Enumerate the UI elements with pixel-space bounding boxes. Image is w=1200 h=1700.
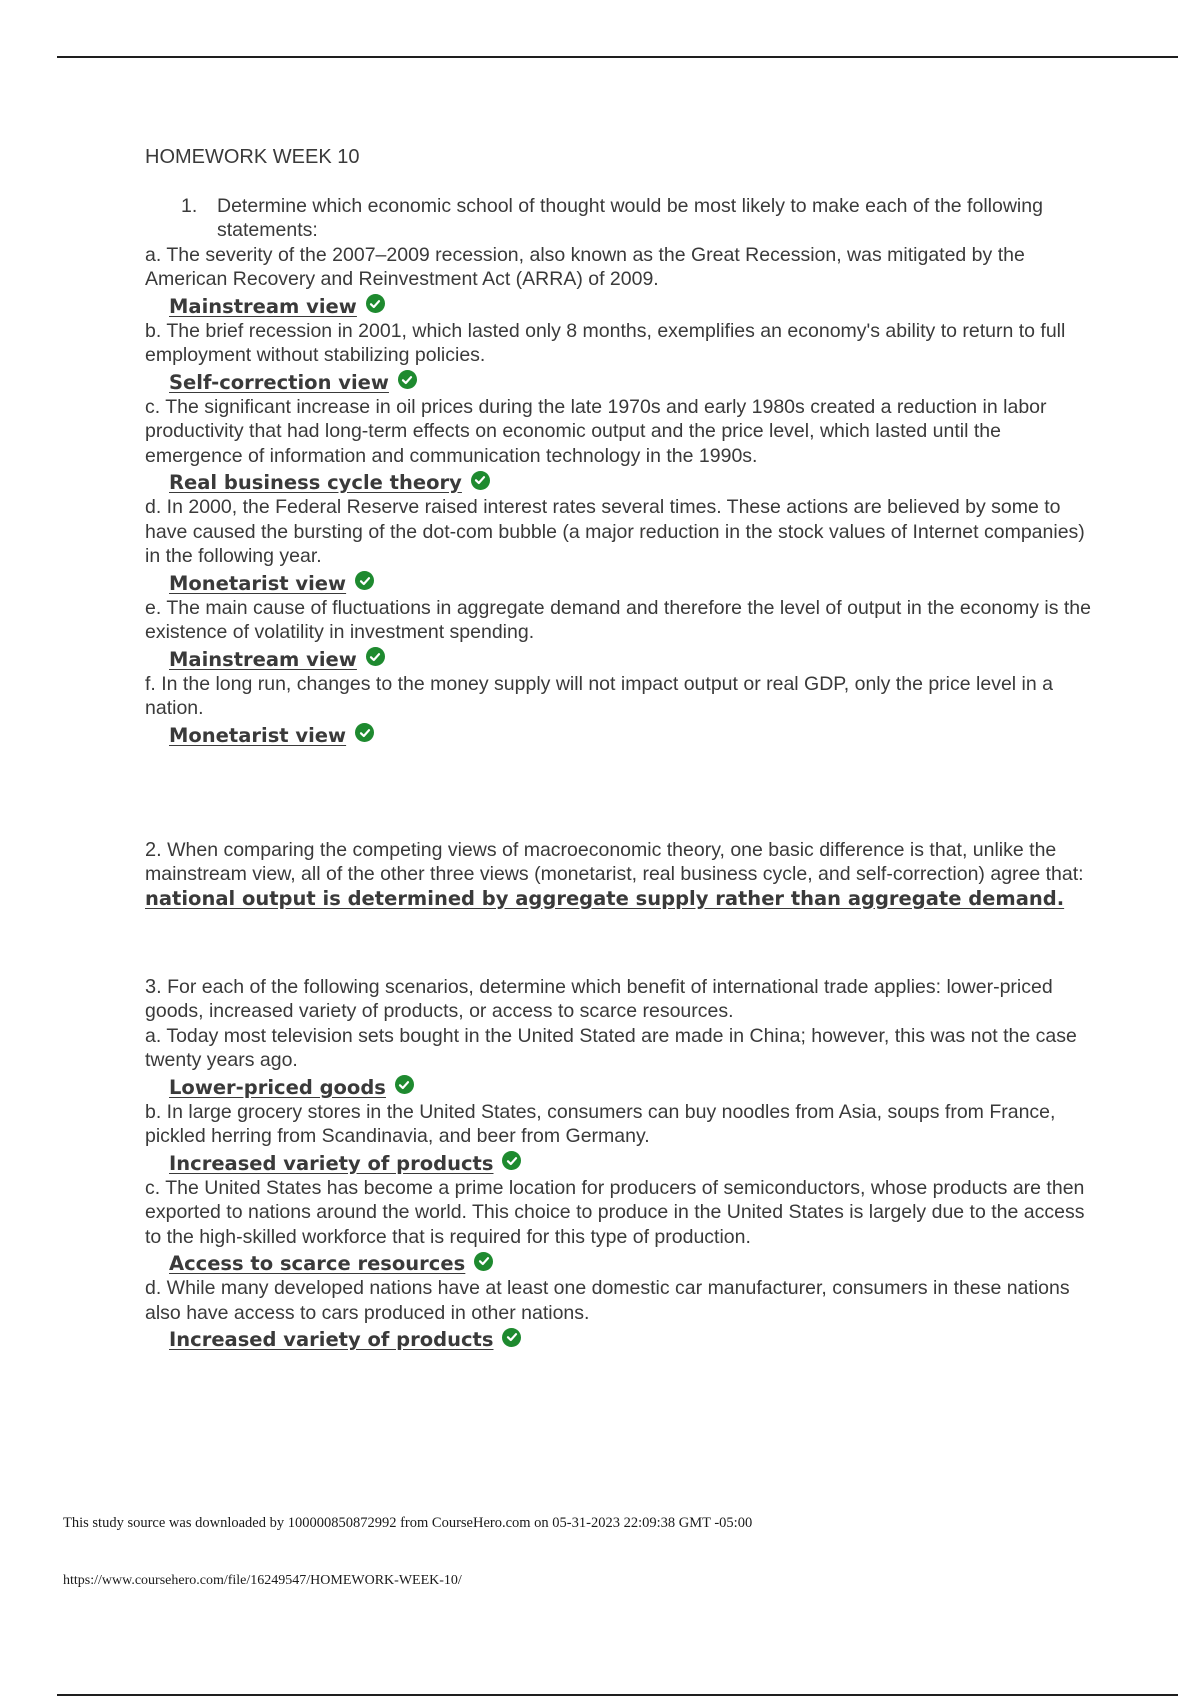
question-1 [145, 194, 1095, 748]
page-title: HOMEWORK WEEK 10 [145, 146, 360, 168]
answer-text: Real business cycle theory [169, 471, 462, 494]
answer-text: Increased variety of products [169, 1328, 494, 1351]
q1-item-e: e. The main cause of fluctuations in aggregate demand and therefore the level of output in the economy is the existence of volatility in investment spending. [145, 596, 1091, 643]
q1-item-a: a. The severity of the 2007–2009 recession, also known as the Great Recession, was mitigated by the American Recovery and Reinvestment Act (ARRA) of 2009. [145, 243, 1025, 290]
answer-text: Mainstream view [169, 647, 357, 671]
download-source-line: This study source was downloaded by 100000850872992 from CourseHero.com on 05-31-2023 22:09:38 GMT -05:00 [63, 1515, 753, 1531]
answer-text: Self-correction view [169, 370, 389, 394]
question-3 [145, 975, 1095, 1353]
q1-item-c: c. The significant increase in oil prices during the late 1970s and early 1980s created a reduction in labor productivity that had long-term effects on economic output and the price level, which lasted until the emergence of information and communication technology in the 1990s. [145, 395, 1047, 467]
answer-text: Mainstream view [169, 294, 357, 318]
answer-text: Increased variety of products [169, 1151, 494, 1175]
question-3-prompt [145, 975, 1095, 1024]
q1-item-d: d. In 2000, the Federal Reserve raised interest rates several times. These actions are believed by some to have caused the bursting of the dot-com bubble (a major reduction in the stock values of Internet companies) in the following year. [145, 496, 1085, 567]
q1-answer-c [169, 471, 1095, 495]
question-2-prompt [145, 838, 1095, 887]
question-2-text: When comparing the competing views of macroeconomic theory, one basic difference is that, unlike the mainstream view, all of the other three views (monetarist, real business cycle, and self-correction) agree that: [145, 838, 1084, 885]
q1-answer-b [169, 371, 1095, 395]
check-circle-icon [398, 370, 417, 389]
top-rule [57, 56, 1178, 58]
q1-answer-a [169, 295, 1095, 319]
q3-item-b: b. In large grocery stores in the United States, consumers can buy noodles from Asia, soups from France, pickled herring from Scandinavia, and beer from Germany. [145, 1100, 1056, 1147]
q1-answer-d [169, 572, 1095, 596]
check-circle-icon [502, 1151, 521, 1170]
question-2 [145, 838, 1095, 911]
check-circle-icon [366, 294, 385, 313]
answer-text: Monetarist view [169, 723, 347, 747]
question-1-number: 1. [181, 194, 198, 217]
check-circle-icon [474, 1252, 493, 1271]
check-circle-icon [355, 571, 374, 590]
check-circle-icon [502, 1328, 521, 1347]
q3-item-d: d. While many developed nations have at least one domestic car manufacturer, consumers in these nations also have access to cars produced in other nations. [145, 1277, 1070, 1324]
q1-item-b: b. The brief recession in 2001, which lasted only 8 months, exemplifies an economy's ability to return to full employment without stabilizing policies. [145, 319, 1066, 366]
q1-answer-f [169, 724, 1095, 748]
q3-answer-b [169, 1152, 1095, 1176]
q1-answer-e [169, 648, 1095, 672]
q3-answer-c [169, 1252, 1095, 1276]
question-1-prompt-row [181, 194, 1095, 243]
q3-item-a: a. Today most television sets bought in the United Stated are made in China; however, this was not the case twenty years ago. [145, 1024, 1077, 1071]
check-circle-icon [471, 471, 490, 490]
spacer [145, 748, 1095, 838]
answer-text: Access to scarce resources [169, 1252, 466, 1275]
question-2-answer: national output is determined by aggregate supply rather than aggregate demand. [145, 886, 1065, 910]
answer-text: Monetarist view [169, 571, 347, 595]
q3-item-c: c. The United States has become a prime location for producers of semiconductors, whose products are then exported to nations around the world. This choice to produce in the United States is largely due to the access to the high-skilled workforce that is required for this type of production. [145, 1176, 1085, 1248]
question-1-prompt: Determine which economic school of thought would be most likely to make each of the following statements: [217, 194, 1043, 241]
bottom-rule [57, 1694, 1178, 1696]
question-3-number: 3. [145, 975, 162, 998]
q3-answer-a [169, 1076, 1095, 1100]
question-3-text: For each of the following scenarios, determine which benefit of international trade applies: lower-priced goods, increased variety of products, or access to scarce resources. [145, 975, 1053, 1022]
check-circle-icon [366, 647, 385, 666]
question-2-number: 2. [145, 838, 162, 861]
check-circle-icon [355, 723, 374, 742]
document-body [145, 145, 1095, 1352]
spacer [145, 911, 1095, 975]
answer-text: Lower-priced goods [169, 1075, 386, 1099]
check-circle-icon [395, 1075, 414, 1094]
source-url[interactable]: https://www.coursehero.com/file/16249547/HOMEWORK-WEEK-10/ [63, 1573, 462, 1588]
q1-item-f: f. In the long run, changes to the money supply will not impact output or real GDP, only the price level in a nation. [145, 672, 1053, 719]
q3-answer-d [169, 1328, 1095, 1352]
